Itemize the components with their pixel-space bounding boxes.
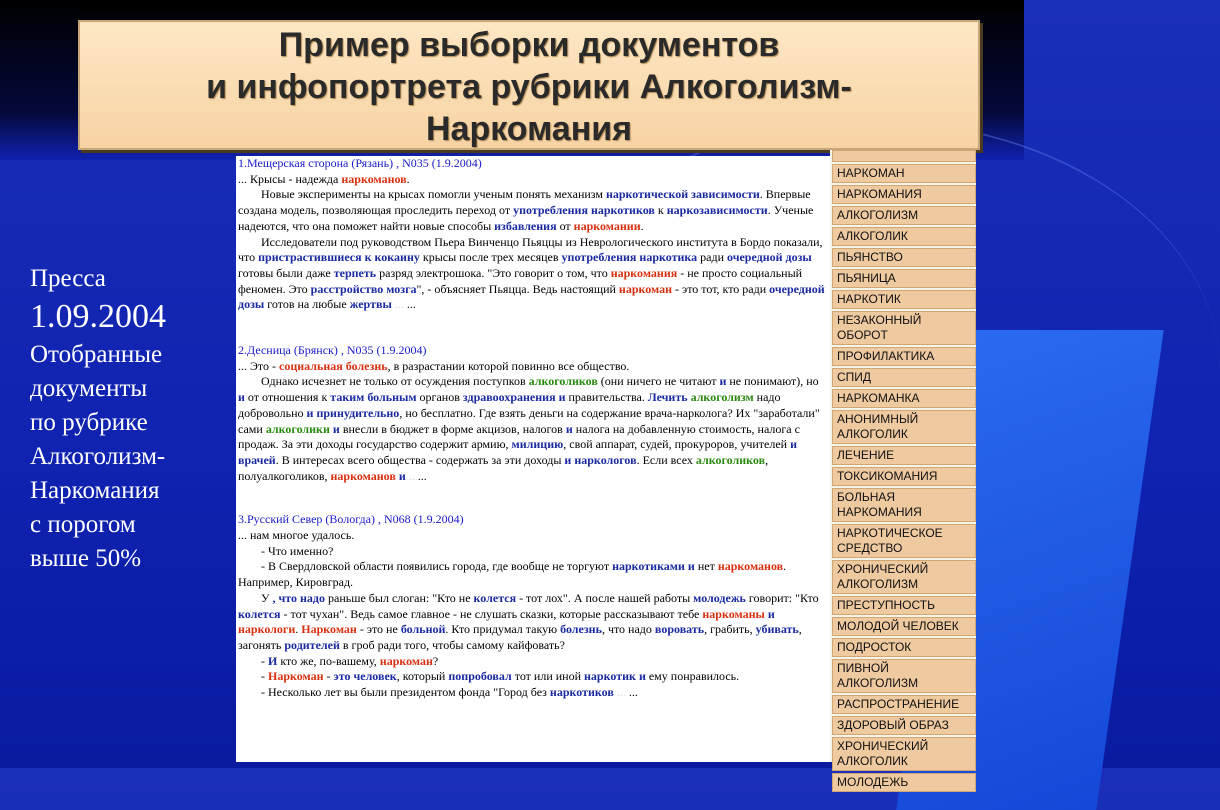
document-list-pane[interactable] (236, 156, 830, 762)
rubric-item[interactable]: СПИД (832, 368, 976, 387)
rubric-item[interactable]: НАРКОМАНИЯ (832, 185, 976, 204)
rubric-item[interactable]: ПРОФИЛАКТИКА (832, 347, 976, 366)
document-3: 3.Русский Север (Вологда) , N068 (1.9.2004) ... нам многое удалось. - Что именно? - В Свердловской области появились города, где вообще не торгуют наркотиками и нет наркоманов. Например, Кировград. У , что надо раньше был слоган: "Кто не колется - тот лох". А после нашей работы молодежь говорит: "Кто колется - тот чухан". Ведь самое главное - не слушать сказки, которые рассказывают тебе наркоманы и наркологи. Наркоман - это не больной. Кто придумал такую болезнь, что надо воровать, грабить, убивать, загонять родителей в гроб ради того, чтобы самому кайфовать? - И кто же, по-вашему, наркоман? - Наркоман - это человек, который попробовал тот или иной наркотик и ему понравилось. - Несколько лет вы были президентом фонда "Город без наркотиков ... ... (236, 512, 830, 700)
rubric-item[interactable]: ПИВНОЙ АЛКОГОЛИЗМ (832, 659, 976, 693)
rubric-item[interactable]: НАРКОТИК (832, 290, 976, 309)
side-caption-line: выше 50% (30, 545, 142, 572)
side-caption-line: документы (30, 375, 148, 402)
side-caption-date: 1.09.2004 (30, 298, 166, 335)
rubric-item[interactable]: ПЬЯНСТВО (832, 248, 976, 267)
side-caption-line: Алкоголизм- (30, 443, 166, 470)
rubric-item[interactable]: ПОДРОСТОК (832, 638, 976, 657)
rubric-item[interactable]: ХРОНИЧЕСКИЙ АЛКОГОЛИК (832, 737, 976, 771)
rubric-item[interactable]: АЛКОГОЛИЗМ (832, 206, 976, 225)
rubric-item[interactable]: БОЛЬНАЯ НАРКОМАНИЯ (832, 488, 976, 522)
side-caption (30, 262, 230, 576)
title-line-2: и инфопортрета рубрики Алкоголизм- (206, 68, 852, 106)
document-2: 2.Десница (Брянск) , N035 (1.9.2004) ... Это - социальная болезнь, в разрастании которой повинно все общество. Однако исчезнет не только от осуждения поступков алкоголиков (они ничего не читают и не понимают), но и от отношения к таким больным органов здравоохранения и правительства. Лечить алкоголизм надо добровольно и принудительно, но бесплатно. Где взять деньги на содержание врача-нарколога? Их "заработали" сами алкоголики и внесли в бюджет в форме акцизов, налогов и налога на добавленную стоимость, налога с продаж. За эти доходы государство содержит армию, милицию, свой аппарат, судей, прокуроров, учителей и врачей. В интересах всего общества - содержать за эти доходы и наркологов. Если всех алкоголиков, полуалкоголиков, наркоманов и ...... (236, 343, 830, 484)
side-caption-press: Пресса (30, 265, 106, 292)
side-caption-line: с порогом (30, 511, 136, 538)
side-caption-line: по рубрике (30, 409, 148, 436)
rubric-item[interactable]: НЕЗАКОННЫЙ ОБОРОТ (832, 311, 976, 345)
rubric-items (830, 164, 976, 792)
document-2-header[interactable]: 2.Десница (Брянск) , N035 (1.9.2004) (238, 343, 427, 358)
side-caption-line: Наркомания (30, 477, 160, 504)
rubric-item[interactable]: ХРОНИЧЕСКИЙ АЛКОГОЛИЗМ (832, 560, 976, 594)
rubric-term-list[interactable] (830, 150, 976, 789)
document-3-header[interactable]: 3.Русский Север (Вологда) , N068 (1.9.2004) (238, 512, 464, 527)
title-line-3: Наркомания (425, 110, 632, 148)
rubric-item[interactable]: НАРКОМАН (832, 164, 976, 183)
rubric-item[interactable]: АНОНИМНЫЙ АЛКОГОЛИК (832, 410, 976, 444)
rubric-item[interactable]: НАРКОТИЧЕСКОЕ СРЕДСТВО (832, 524, 976, 558)
rubric-item[interactable]: НАРКОМАНКА (832, 389, 976, 408)
rubric-item[interactable]: ТОКСИКОМАНИЯ (832, 467, 976, 486)
rubric-item[interactable]: ПЬЯНИЦА (832, 269, 976, 288)
rubric-item[interactable]: ЛЕЧЕНИЕ (832, 446, 976, 465)
document-1: 1.Мещерская сторона (Рязань) , N035 (1.9.2004) ... Крысы - надежда наркоманов. Новые эксперименты на крысах помогли ученым понять механизм наркотической зависимости. Впервые создана модель, позволяющая проследить переход от употребления наркотиков к наркозависимости. Ученые надеются, что она поможет найти новые способы избавления от наркомании. Исследователи под руководством Пьера Винченцо Пьяццы из Неврологического института в Бордо показали, что пристрастившиеся к кокаину крысы после трех месяцев употребления наркотика ради очередной дозы готовы были даже терпеть разряд электрошока. "Это говорит о том, что наркомания - не просто социальный феномен. Это расстройство мозга", - объясняет Пьяцца. Ведь настоящий наркоман - это тот, кто ради очередной дозы готов на любые жертвы ... ... (236, 156, 830, 313)
slide-title (78, 20, 980, 150)
rubric-item[interactable]: ПРЕСТУПНОСТЬ (832, 596, 976, 615)
rubric-item[interactable]: АЛКОГОЛИК (832, 227, 976, 246)
rubric-item[interactable]: ЗДОРОВЫЙ ОБРАЗ (832, 716, 976, 735)
document-1-header[interactable]: 1.Мещерская сторона (Рязань) , N035 (1.9.2004) (238, 156, 482, 170)
rubric-list-top-edge (832, 150, 976, 162)
side-caption-line: Отобранные (30, 341, 163, 368)
rubric-item[interactable]: МОЛОДОЙ ЧЕЛОВЕК (832, 617, 976, 636)
title-line-1: Пример выборки документов (278, 26, 780, 64)
rubric-item[interactable]: РАСПРОСТРАНЕНИЕ (832, 695, 976, 714)
top-black-ribbon (80, 0, 1024, 12)
rubric-item[interactable]: МОЛОДЕЖЬ (832, 773, 976, 792)
